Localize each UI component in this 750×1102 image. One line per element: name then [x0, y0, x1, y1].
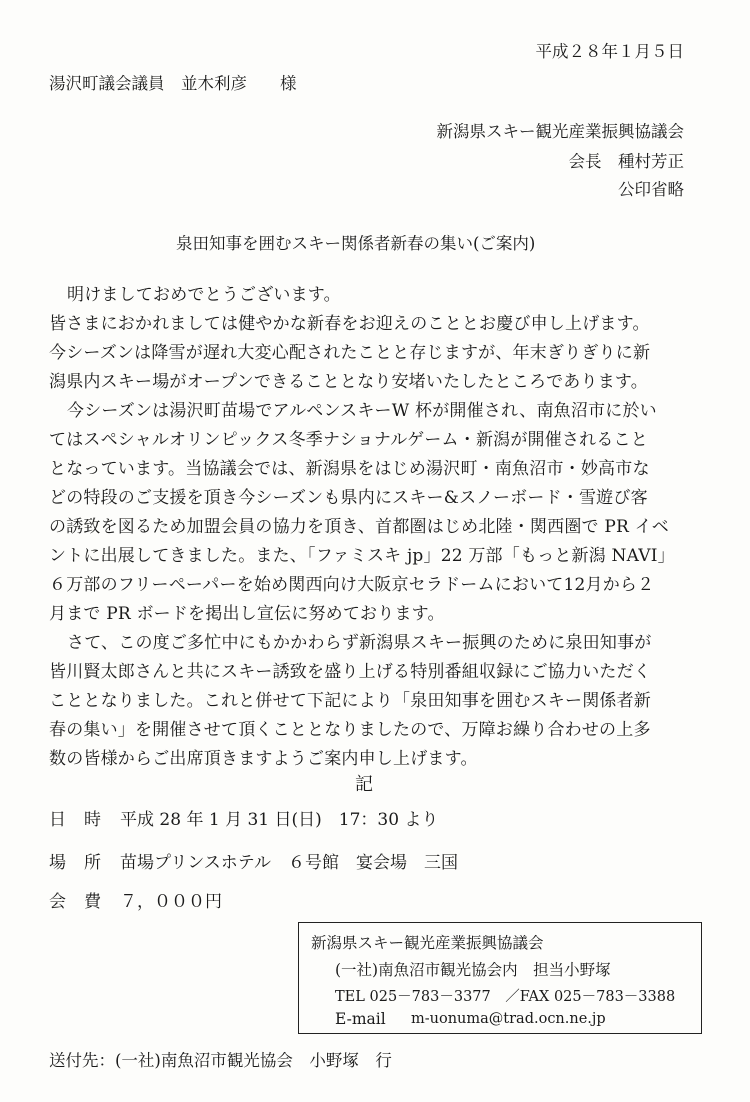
body-line: 今シーズンは湯沢町苗場でアルペンスキーW 杯が開催され、南魚沼市に於い [67, 401, 657, 421]
body-line: 春の集い」を開催させて頂くこととなりましたので、万障お繰り合わせの上多 [49, 720, 651, 740]
contact-phone-fax: TEL 025－783－3377 ／FAX 025－783－3388 [335, 989, 676, 1005]
place-label: 場所 [49, 853, 119, 873]
letter-date: 平成２８年１月５日 [535, 42, 684, 61]
body-line: こととなりました。これと併せて下記により「泉田知事を囲むスキー関係者新 [49, 691, 651, 711]
body-line: ントに出展してきました。また、「ファミスキ jp」22 万部「もっと新潟 NAVI」 [49, 546, 675, 566]
place-value: 苗場プリンスホテル ６号館 宴会場 三国 [120, 853, 458, 873]
seal-note: 公印省略 [618, 180, 684, 199]
contact-email-label: E-mail [335, 1010, 386, 1028]
body-line: 月まで PR ボードを掲出し宣伝に努めております。 [49, 604, 445, 624]
contact-box [298, 922, 702, 1034]
body-line: てはスペシャルオリンピックス冬季ナショナルゲーム・新潟が開催されること [49, 430, 648, 450]
body-line: となっています。当協議会では、新潟県をはじめ湯沢町・南魚沼市・妙高市な [49, 459, 650, 479]
body-line: どの特段のご支援を頂き今シーズンも県内にスキー&スノーボード・雪遊び客 [49, 488, 648, 508]
body-line: 皆さまにおかれましては健やかな新春をお迎えのこととお慶び申し上げます。 [49, 314, 650, 334]
body-line: 数の皆様からご出席頂きますようご案内申し上げます。 [49, 749, 478, 769]
contact-office: (一社)南魚沼市観光協会内 担当小野塚 [335, 961, 611, 979]
sender-org: 新潟県スキー観光産業振興協議会 [436, 122, 684, 141]
body-line: 明けましておめでとうございます。 [67, 285, 341, 305]
body-line: ６万部のフリーペーパーを始め関西向け大阪京セラドームにおいて12月から２ [49, 575, 655, 595]
document-title: 泉田知事を囲むスキー関係者新春の集い(ご案内) [176, 234, 536, 253]
fee-label: 会費 [49, 892, 119, 912]
contact-org: 新潟県スキー観光産業振興協議会 [311, 934, 544, 952]
datetime-label: 日時 [49, 810, 119, 830]
body-line: 皆川賢太郎さんと共にスキー誘致を盛り上げる特別番組収録にご協力いただく [49, 662, 651, 682]
body-line: 潟県内スキー場がオープンできることとなり安堵いたしたところであります。 [49, 372, 648, 392]
body-line: 今シーズンは降雪が遅れ大変心配されたことと存じますが、年末ぎりぎりに新 [49, 343, 651, 363]
send-to: 送付先：(一社)南魚沼市観光協会 小野塚 行 [49, 1051, 392, 1070]
recipient: 湯沢町議会議員 並木利彦 様 [49, 74, 297, 93]
contact-email[interactable]: m-uonuma@trad.ocn.ne.jp [411, 1011, 606, 1027]
fee-value: ７，０００円 [120, 892, 222, 912]
body-line: の誘致を図るため加盟会員の協力を頂き、首都圏はじめ北陸・関西圏で PR イベ [49, 517, 669, 537]
body-line: さて、この度ご多忙中にもかかわらず新潟県スキー振興のために泉田知事が [67, 633, 652, 653]
sender-name: 会長 種村芳正 [568, 152, 684, 171]
datetime-value: 平成 28 年 1 月 31 日(日) 17：30 より [120, 810, 439, 830]
ki-heading: 記 [355, 774, 373, 795]
